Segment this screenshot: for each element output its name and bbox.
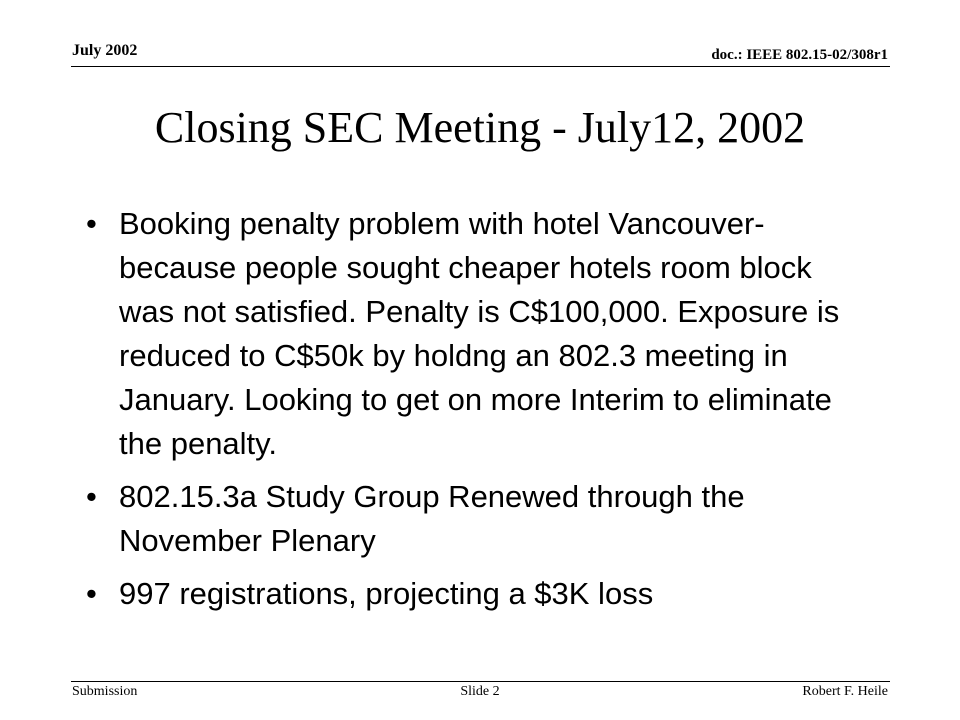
footer-author: Robert F. Heile <box>802 684 888 699</box>
footer-divider <box>71 681 890 682</box>
footer-submission: Submission <box>72 684 138 699</box>
bullet-text: Booking penalty problem with hotel Vancouver-because people sought cheaper hotels room block was not satisfied. Penalty is C$100,000. Exposure is reduced to C$50k by holdng an 802.3 meeting in January. Looking to get on more Interim to eliminate the penalty. <box>119 206 840 461</box>
bullet-item-penalty <box>72 202 872 466</box>
bullet-list <box>72 202 872 616</box>
header-date: July 2002 <box>72 42 138 59</box>
header-divider <box>71 66 890 67</box>
bullet-text: 997 registrations, projecting a $3K loss <box>119 576 654 611</box>
bullet-item-registrations <box>72 572 872 616</box>
bullet-text: 802.15.3a Study Group Renewed through the November Plenary <box>119 479 745 558</box>
bullet-icon: • <box>86 479 97 514</box>
header-doc-id: doc.: IEEE 802.15-02/308r1 <box>711 47 888 63</box>
bullet-item-study-group <box>72 475 872 563</box>
slide-title: Closing SEC Meeting - July12, 2002 <box>154 103 806 152</box>
bullet-icon: • <box>86 206 97 241</box>
bullet-icon: • <box>86 576 97 611</box>
footer-slide-number: Slide 2 <box>460 684 500 699</box>
